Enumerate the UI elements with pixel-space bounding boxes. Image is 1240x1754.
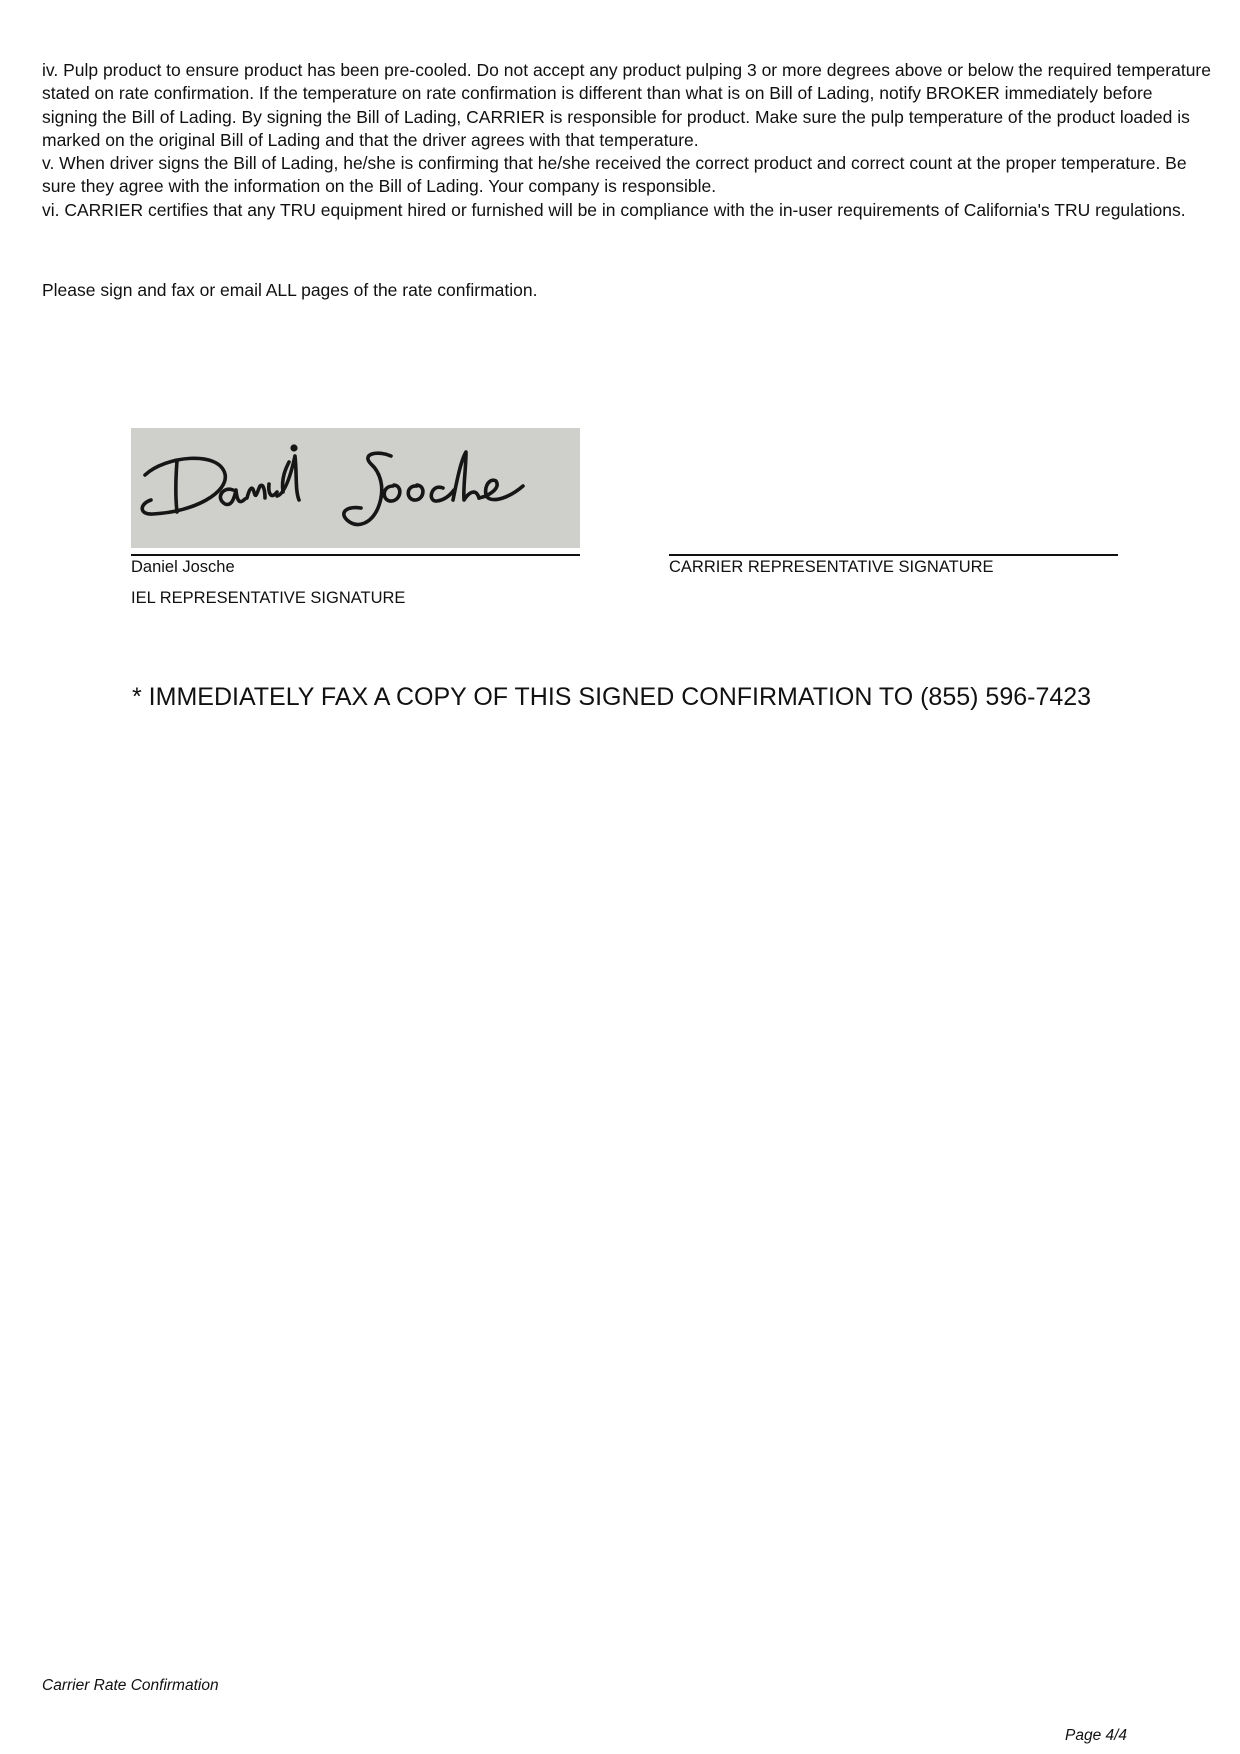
carrier-signature-title: CARRIER REPRESENTATIVE SIGNATURE (669, 558, 994, 576)
iel-signature-image (131, 428, 580, 548)
carrier-signature-line (669, 554, 1118, 556)
term-v: v. When driver signs the Bill of Lading, he/she is confirming that he/she received the correct product and correct count at the proper temperature. Be sure they agree with the information on the Bill of Lading. Your company is responsible. (42, 153, 1187, 197)
fax-notice: * IMMEDIATELY FAX A COPY OF THIS SIGNED CONFIRMATION TO (855) 596-7423 (132, 683, 1092, 711)
footer-page-number: Page 4/4 (1065, 1727, 1128, 1744)
iel-signature-line (131, 554, 580, 556)
signing-instruction: Please sign and fax or email ALL pages of the rate confirmation. (42, 280, 538, 300)
iel-representative-name: Daniel Josche (131, 558, 235, 576)
term-iv: iv. Pulp product to ensure product has been pre-cooled. Do not accept any product pulping 3 or more degrees above or below the required temperature stated on rate confirmation. If the temperature on rate confirmation is different than what is on Bill of Lading, notify BROKER immediately before signing the Bill of Lading. By signing the Bill of Lading, CARRIER is responsible for product. Make sure the pulp temperature of the product loaded is marked on the original Bill of Lading and that the driver agrees with that temperature. (42, 60, 1211, 150)
term-vi: vi. CARRIER certifies that any TRU equipment hired or furnished will be in compliance with the in-user requirements of California's TRU regulations. (42, 199, 1186, 220)
iel-signature-title: IEL REPRESENTATIVE SIGNATURE (131, 589, 406, 607)
terms-conditions (42, 59, 1212, 222)
handwritten-signature (131, 428, 580, 548)
footer-document-name: Carrier Rate Confirmation (42, 1677, 219, 1694)
